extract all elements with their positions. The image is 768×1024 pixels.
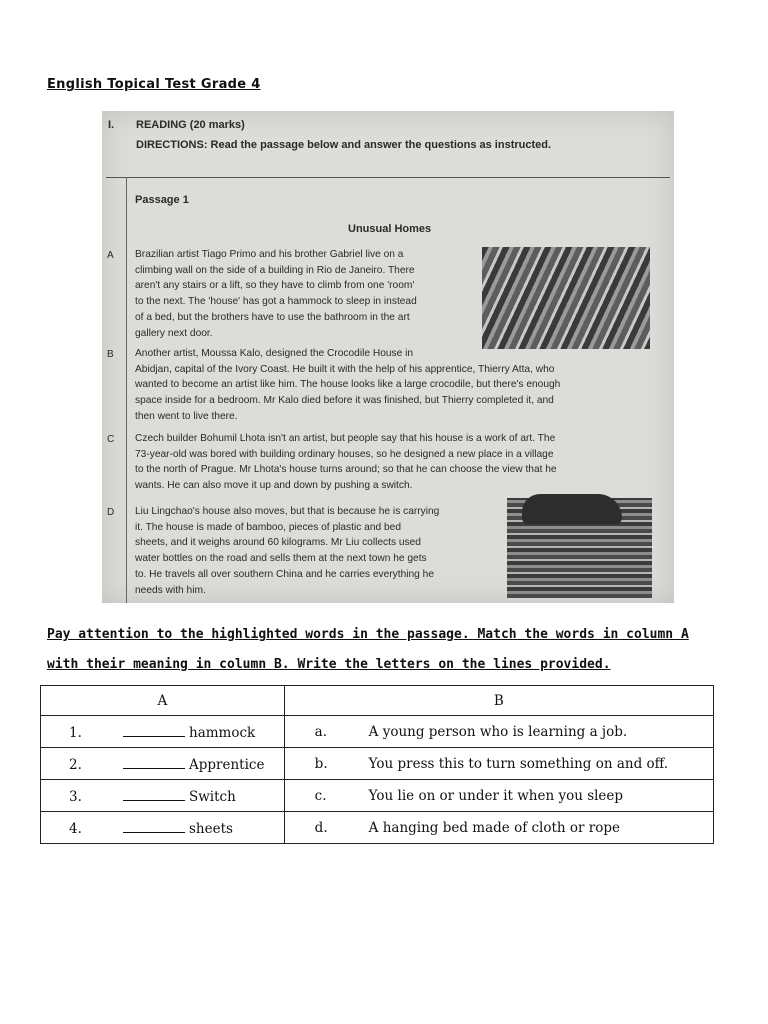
meaning-letter: a. [314,723,328,740]
item-number: 4. [69,821,82,837]
matching-table [40,685,714,844]
word: sheets [189,821,233,837]
paragraph-b: Another artist, Moussa Kalo, designed the Crocodile House in Abidjan, capital of the Ivory Coast. He built it with the help of his apprentice, Thierry Atta, who wanted to become an artist like him. The house looks like a large crocodile, but there's enough space inside for a bedroom. Mr Kalo died before it was finished, but Thierry completed it, and then went to live there. [135,348,561,422]
passage-label: Passage 1 [135,194,189,206]
column-b-header: B [284,686,713,716]
passage-scan-image [102,111,674,603]
passage-title: Unusual Homes [348,223,432,235]
paragraph-a: Brazilian artist Tiago Primo and his brother Gabriel live on a climbing wall on the side of a building in Rio de Janeiro. There aren't any stairs or a lift, so they have to climb from one 'room' to the next. The 'house' has got a hammock to sleep in instead of a bed, but the brothers have to use the bathroom in the art gallery next door. [135,247,475,341]
instruction-line-2: with their meaning in column B. Write the letters on the lines provided. [47,657,611,672]
directions-text: DIRECTIONS: Read the passage below and answer the questions as instructed. [136,139,552,151]
answer-line[interactable] [123,786,185,801]
instruction-line-1: Pay attention to the highlighted words in the passage. Match the words in column A [47,627,689,642]
meaning: You lie on or under it when you sleep [368,787,624,804]
paragraph-c: Czech builder Bohumil Lhota isn't an artist, but people say that his house is a work of art. The 73-year-old was bored with building ordinary houses, so he designed a new place in a village to the north of Prague. Mr Lhota's house turns around; so that he can choose the view that he wants. He can also move it up and down by pushing a switch. [135,433,557,492]
section-number: I. [108,119,115,131]
bamboo-house-photo [507,498,652,598]
paragraph-letter: C [107,434,115,445]
section-title: READING (20 marks) [136,119,245,131]
table-row [41,716,714,748]
meaning-letter: c. [314,787,327,804]
answer-line[interactable] [123,754,185,769]
margin-line [126,177,127,603]
meaning: A hanging bed made of cloth or rope [368,819,620,836]
word: Apprentice [189,757,265,773]
meaning-letter: d. [314,819,328,836]
climbing-wall-photo [482,247,650,349]
paragraph-d: Liu Lingchao's house also moves, but that is because he is carrying it. The house is made of bamboo, pieces of plastic and bed sheets, and it weighs around 60 kilograms. Mr Liu collects used water bottles on the road and sells them at the next town he gets to. He travels all over southern China and he carries everything he needs with him. [135,506,440,596]
table-row [41,748,714,780]
paragraph-letter: D [107,507,115,518]
answer-line[interactable] [123,722,185,737]
meaning: You press this to turn something on and off. [368,755,669,772]
item-number: 1. [69,725,82,741]
item-number: 2. [69,757,82,773]
word: hammock [189,725,256,741]
column-a-header: A [41,686,285,716]
divider [106,177,670,178]
table-row [41,812,714,844]
paragraph-letter: B [107,349,114,360]
meaning-letter: b. [314,755,328,772]
item-number: 3. [69,789,82,805]
answer-line[interactable] [123,818,185,833]
paragraph-letter: A [107,250,114,261]
word: Switch [189,789,236,805]
page-title: English Topical Test Grade 4 [47,77,261,92]
table-row [41,780,714,812]
meaning: A young person who is learning a job. [368,723,628,740]
highlighted-line: to the next. The 'house' has got a hammock to sleep in instead [135,296,417,308]
